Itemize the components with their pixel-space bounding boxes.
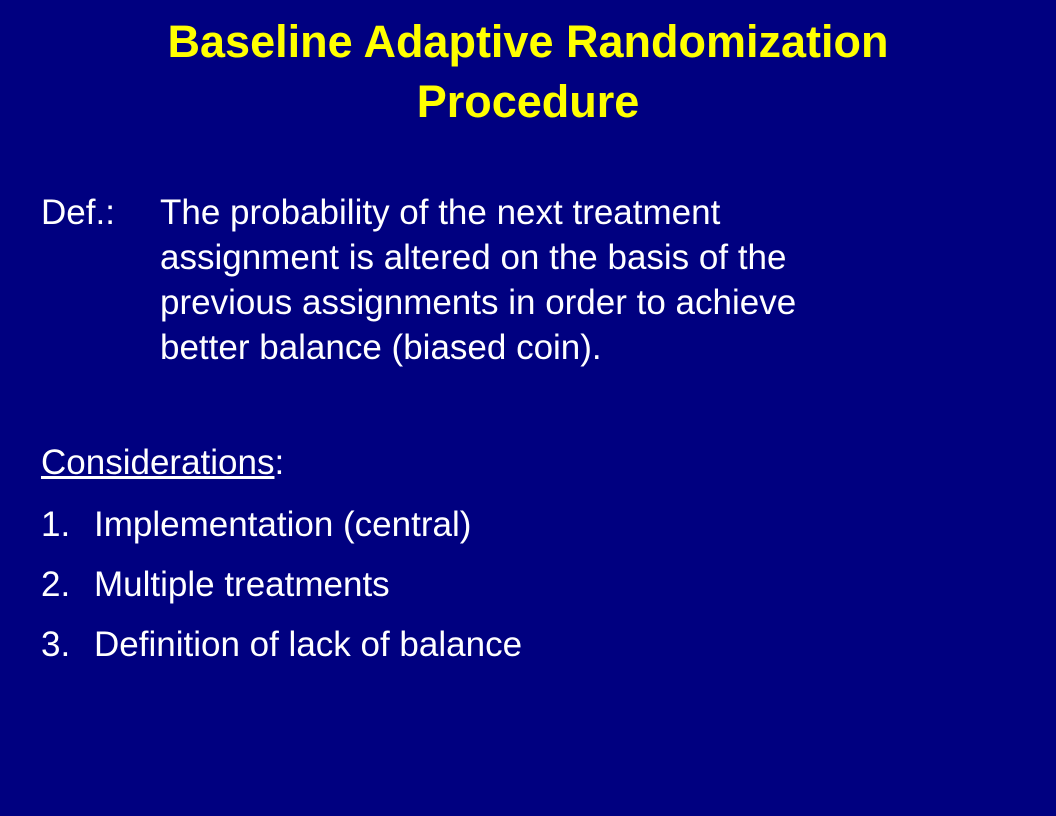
list-item-number: 3.	[41, 625, 71, 664]
definition-line: better balance (biased coin).	[160, 328, 602, 367]
slide-title	[0, 12, 1056, 132]
definition-text	[160, 190, 980, 370]
definition-label: Def.:	[41, 193, 115, 232]
definition-line: previous assignments in order to achieve	[160, 283, 797, 322]
list-item-number: 1.	[41, 505, 71, 544]
list-item-number: 2.	[41, 565, 71, 604]
slide-title-line-1: Baseline Adaptive Randomization	[167, 16, 889, 67]
considerations-heading-text: Considerations	[41, 443, 275, 482]
list-item-text: Multiple treatments	[94, 565, 390, 604]
definition-line: assignment is altered on the basis of the	[160, 238, 787, 277]
considerations-heading	[41, 440, 284, 485]
definition-line: The probability of the next treatment	[160, 193, 721, 232]
list-item-text: Implementation (central)	[94, 505, 472, 544]
considerations-heading-colon: :	[274, 443, 285, 482]
slide-title-line-2: Procedure	[416, 76, 640, 127]
list-item-text: Definition of lack of balance	[94, 625, 523, 664]
